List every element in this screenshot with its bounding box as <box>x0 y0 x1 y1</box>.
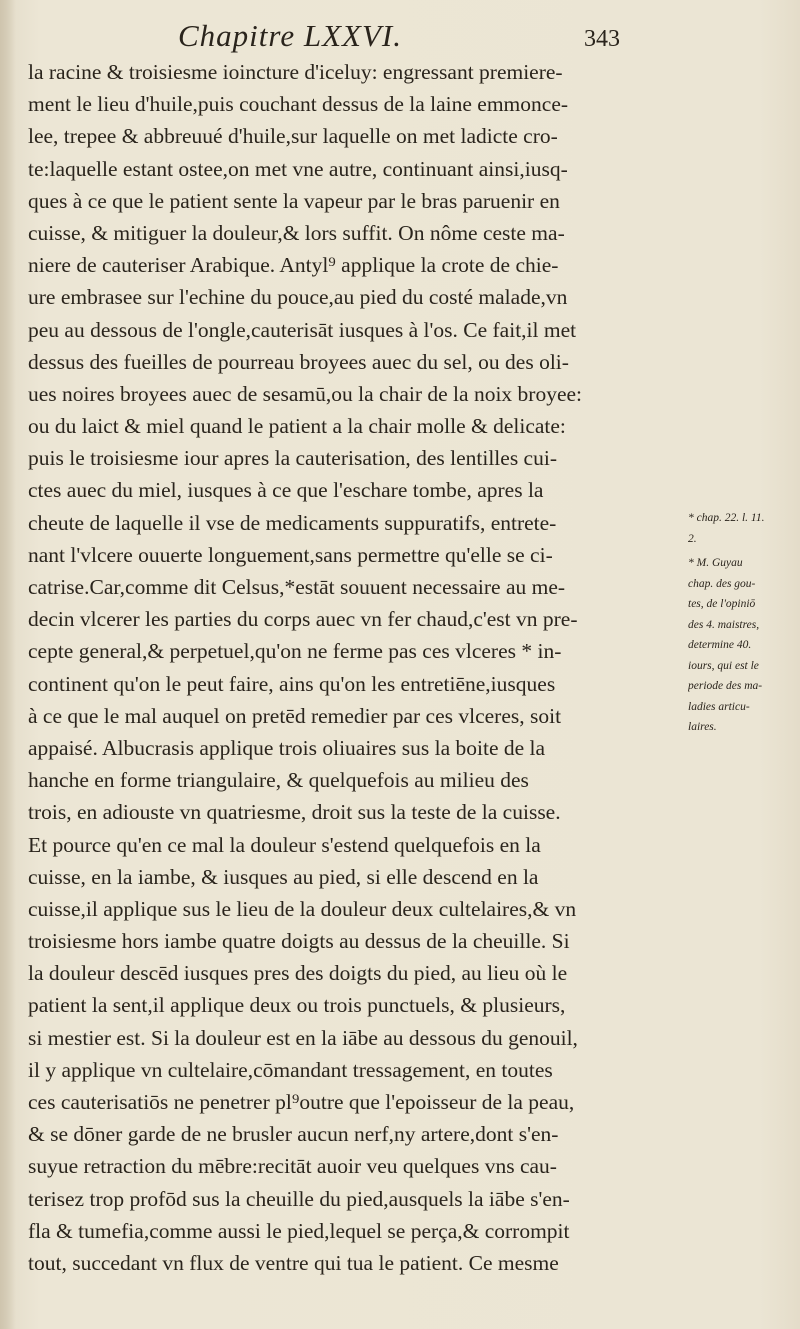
text-line: fla & tumefia,comme aussi le pied,lequel se perça,& corrompit <box>28 1218 570 1243</box>
text-line: suyue retraction du mēbre:recitāt auoir veu quelques vns cau- <box>28 1154 557 1179</box>
text-line: à ce que le mal auquel on pretēd remedier par ces vlceres, soit <box>28 703 562 728</box>
text-line: cuisse, & mitiguer la douleur,& lors suffit. On nôme ceste ma- <box>28 220 565 245</box>
page-header <box>0 18 800 58</box>
text-line: appaisé. Albucrasis applique trois oliuaires sus la boite de la <box>28 735 546 760</box>
text-line: nant l'vlcere ouuerte longuement,sans permettre qu'elle se ci- <box>28 542 553 567</box>
text-line: ques à ce que le patient sente la vapeur par le bras paruenir en <box>28 188 560 213</box>
text-line: cuisse,il applique sus le lieu de la douleur deux cultelaires,& vn <box>28 896 577 921</box>
margin-note: determine 40. <box>688 639 752 651</box>
text-line: patient la sent,il applique deux ou trois punctuels, & plusieurs, <box>28 993 566 1018</box>
margin-notes <box>688 508 798 738</box>
margin-note: 2. <box>688 532 697 545</box>
text-line: il y applique vn cultelaire,cōmandant tressagement, en toutes <box>28 1057 553 1082</box>
margin-note: periode des ma- <box>688 680 763 692</box>
text-line: la douleur descēd iusques pres des doigts du pied, au lieu où le <box>28 961 568 986</box>
text-line: continent qu'on le peut faire, ains qu'on les entretiēne,iusques <box>28 671 556 696</box>
text-line: terisez trop profōd sus la cheuille du pied,ausquels la iābe s'en- <box>28 1186 570 1211</box>
text-line: ues noires broyees auec de sesamū,ou la chair de la noix broyee: <box>28 381 583 406</box>
text-line: & se dōner garde de ne brusler aucun nerf,ny artere,dont s'en- <box>28 1122 559 1147</box>
main-text-block <box>28 56 668 1279</box>
margin-note: * M. Guyau <box>688 557 743 569</box>
text-line: dessus des fueilles de pourreau broyees auec du sel, ou des oli- <box>28 349 569 374</box>
text-line: Et pource qu'en ce mal la douleur s'estend quelquefois en la <box>28 832 541 857</box>
text-line: ure embrasee sur l'echine du pouce,au pied du costé malade,vn <box>28 285 568 310</box>
text-line: cuisse, en la iambe, & iusques au pied, si elle descend en la <box>28 864 539 889</box>
margin-note: laires. <box>688 721 717 733</box>
page-number: 343 <box>584 26 620 52</box>
margin-note: iours, qui est le <box>688 659 759 672</box>
text-line: cepte general,& perpetuel,qu'on ne ferme pas ces vlceres * in- <box>28 639 562 664</box>
text-line: troisiesme hors iambe quatre doigts au dessus de la cheuille. Si <box>28 929 570 954</box>
text-line: ment le lieu d'huile,puis couchant dessus de la laine emmonce- <box>28 92 569 117</box>
margin-note: * chap. 22. l. 11. <box>688 512 765 524</box>
text-line: peu au dessous de l'ongle,cauterisāt iusques à l'os. Ce fait,il met <box>28 317 577 342</box>
text-line: la racine & troisiesme ioincture d'iceluy: engressant premiere- <box>28 60 563 84</box>
text-line: hanche en forme triangulaire, & quelquefois au milieu des <box>28 768 529 793</box>
text-line: trois, en adiouste vn quatriesme, droit sus la teste de la cuisse. <box>28 800 561 825</box>
text-line: catrise.Car,comme dit Celsus,*estāt souuent necessaire au me- <box>28 575 566 599</box>
margin-note: tes, de l'opiniō <box>688 598 756 610</box>
text-line: cheute de laquelle il vse de medicaments suppuratifs, entrete- <box>28 510 557 535</box>
running-title: Chapitre LXXVI. <box>178 18 402 53</box>
page-gutter-shadow <box>0 0 16 1329</box>
text-line: tout, succedant vn flux de ventre qui tua le patient. Ce mesme <box>28 1250 559 1275</box>
margin-note: chap. des gou- <box>688 577 756 590</box>
margin-note: des 4. maistres, <box>688 618 760 631</box>
text-line: niere de cauteriser Arabique. Antyl⁹ applique la crote de chie- <box>28 253 559 278</box>
text-line: ou du laict & miel quand le patient a la chair molle & delicate: <box>28 414 566 439</box>
text-line: ces cauterisatiōs ne penetrer pl⁹outre que l'epoisseur de la peau, <box>28 1090 575 1114</box>
text-line: lee, trepee & abbreuué d'huile,sur laquelle on met ladicte cro- <box>28 124 558 149</box>
text-line: si mestier est. Si la douleur est en la iābe au dessous du genouil, <box>28 1025 578 1050</box>
text-line: te:laquelle estant ostee,on met vne autre, continuant ainsi,iusq- <box>28 156 568 181</box>
text-line: decin vlcerer les parties du corps auec vn fer chaud,c'est vn pre- <box>28 607 578 632</box>
margin-note: ladies articu- <box>688 700 750 713</box>
text-line: puis le troisiesme iour apres la cauterisation, des lentilles cui- <box>28 446 557 471</box>
text-line: ctes auec du miel, iusques à ce que l'eschare tombe, apres la <box>28 478 544 503</box>
